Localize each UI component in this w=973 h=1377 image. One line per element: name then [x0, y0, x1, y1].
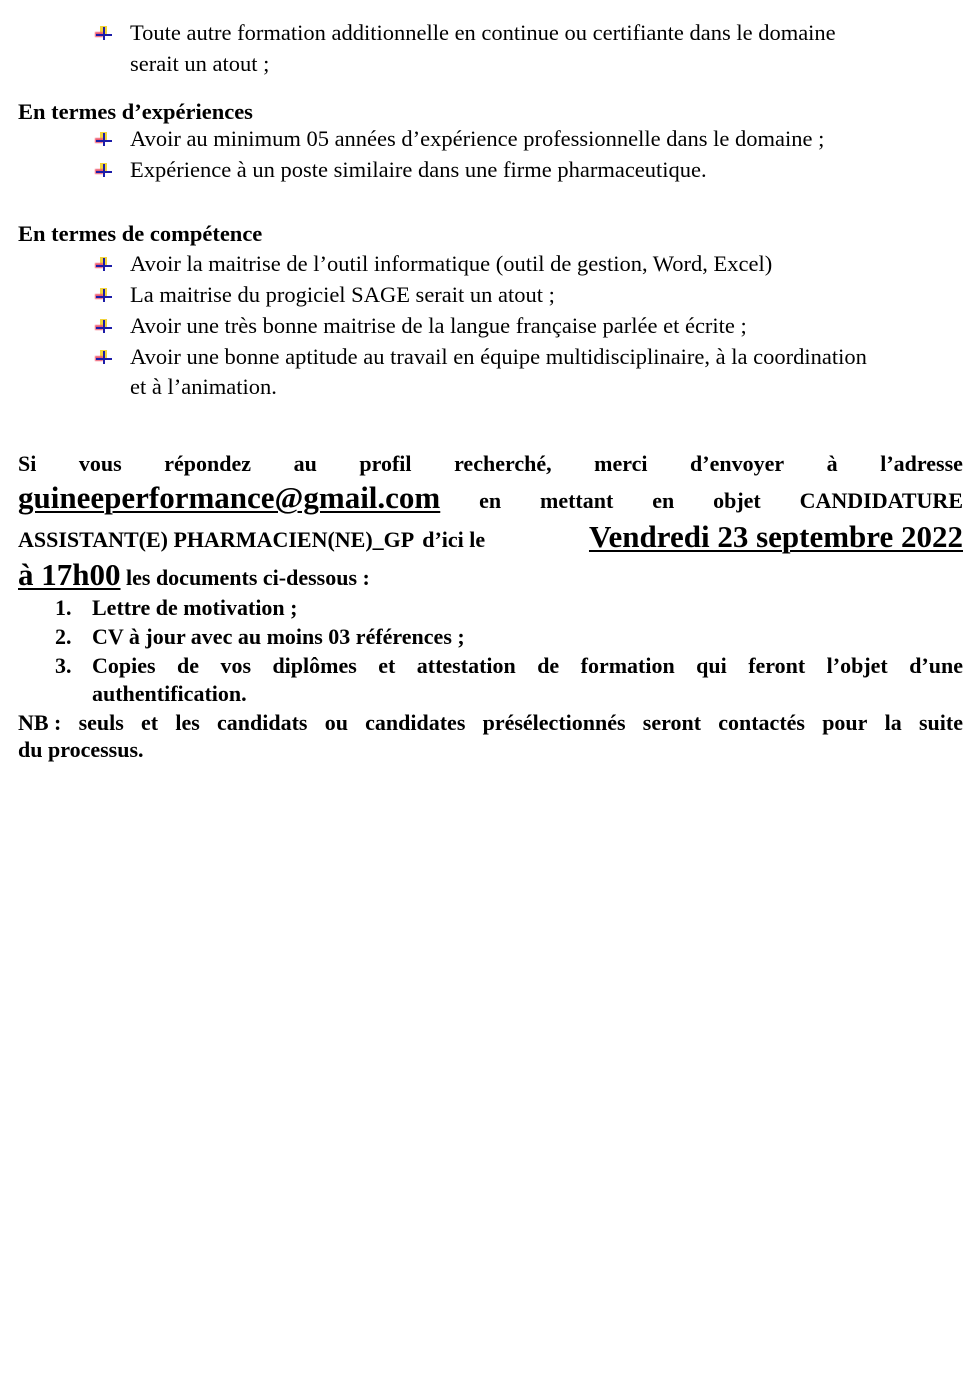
bullet-arrow-icon [95, 163, 113, 177]
application-line-4 [18, 559, 370, 590]
bullet-text-continued: serait un atout ; [130, 51, 270, 76]
word: suite [918, 710, 963, 735]
item-text: Lettre de motivation ; [92, 595, 298, 620]
word: l’objet [826, 653, 888, 678]
bullet-text: Avoir au minimum 05 années d’expérience professionnelle dans le domaine ; [130, 126, 825, 151]
word: d’envoyer [690, 451, 785, 476]
bullet-arrow-icon [95, 257, 113, 271]
item-number: 3. [55, 653, 72, 678]
bullet-text: Avoir une très bonne maitrise de la langue française parlée et écrite ; [130, 313, 747, 338]
word: CANDIDATURE [799, 488, 963, 513]
application-line-1 [18, 451, 963, 477]
word: recherché, [454, 451, 552, 476]
word: mettant [540, 488, 614, 513]
item-text [92, 653, 963, 679]
word: présélectionnés [482, 710, 626, 735]
bullet-arrow-icon [95, 288, 113, 302]
word: d’une [909, 653, 963, 678]
word: Copies [92, 653, 156, 678]
word: répondez [164, 451, 252, 476]
word: l’adresse [880, 451, 963, 476]
nb-line-1 [18, 710, 963, 736]
document-item [55, 624, 465, 650]
document-item-continued: authentification. [92, 681, 247, 706]
word: ou [324, 710, 348, 735]
word: pour [822, 710, 868, 735]
bullet-text: Toute autre formation additionnelle en continue ou certifiante dans le domaine [130, 20, 836, 45]
application-line-2 [18, 480, 963, 516]
application-line-3 [18, 519, 963, 555]
bullet-arrow-icon [95, 26, 113, 40]
word: en [479, 488, 502, 513]
item-number: 1. [55, 595, 72, 620]
bullet-arrow-icon [95, 350, 113, 364]
word: Si [18, 451, 37, 476]
section-heading-experience: En termes d’expériences [18, 99, 253, 124]
word: objet [713, 488, 761, 513]
bullet-arrow-icon [95, 319, 113, 333]
section-heading-competence: En termes de compétence [18, 221, 263, 246]
word: en [652, 488, 675, 513]
word: au [293, 451, 317, 476]
bullet-text: Avoir une bonne aptitude au travail en équipe multidisciplinaire, à la coordination [130, 344, 867, 369]
word: diplômes [272, 653, 357, 678]
word: les [175, 710, 200, 735]
bullet-text: Expérience à un poste similaire dans une firme pharmaceutique. [130, 157, 707, 182]
bullet-text: Avoir la maitrise de l’outil informatique (outil de gestion, Word, Excel) [130, 251, 773, 276]
word: feront [748, 653, 806, 678]
word: de [537, 653, 560, 678]
nb-line-2: du processus. [18, 737, 144, 762]
document-item [55, 653, 963, 679]
word: la [884, 710, 902, 735]
bullet-arrow-icon [95, 132, 113, 146]
word: candidates [365, 710, 466, 735]
word: et [141, 710, 159, 735]
docs-intro: les documents ci-dessous : [126, 565, 370, 590]
word: NB : [18, 710, 62, 735]
word: merci [594, 451, 648, 476]
word: seuls [78, 710, 124, 735]
word: de [177, 653, 199, 678]
document-item [55, 595, 298, 621]
item-number: 2. [55, 624, 72, 649]
word: qui [696, 653, 727, 678]
word: attestation [416, 653, 516, 678]
word: profil [359, 451, 412, 476]
deadline-date: Vendredi 23 septembre 2022 [588, 519, 963, 554]
deadline-time: à 17h00 [18, 557, 121, 592]
word: vos [220, 653, 251, 678]
word: à [826, 451, 838, 476]
word: et [378, 653, 396, 678]
word: contactés [718, 710, 805, 735]
word: seront [642, 710, 702, 735]
word: candidats [217, 710, 308, 735]
bullet-text: La maitrise du progiciel SAGE serait un atout ; [130, 282, 555, 307]
word: formation [580, 653, 675, 678]
subject-text: ASSISTANT(E) PHARMACIEN(NE)_GP [18, 527, 415, 552]
by-label: d’ici le [422, 527, 486, 552]
item-text: CV à jour avec au moins 03 références ; [92, 624, 465, 649]
word: vous [78, 451, 122, 476]
email-link[interactable]: guineeperformance@gmail.com [18, 480, 441, 515]
bullet-text-continued: et à l’animation. [130, 374, 277, 399]
